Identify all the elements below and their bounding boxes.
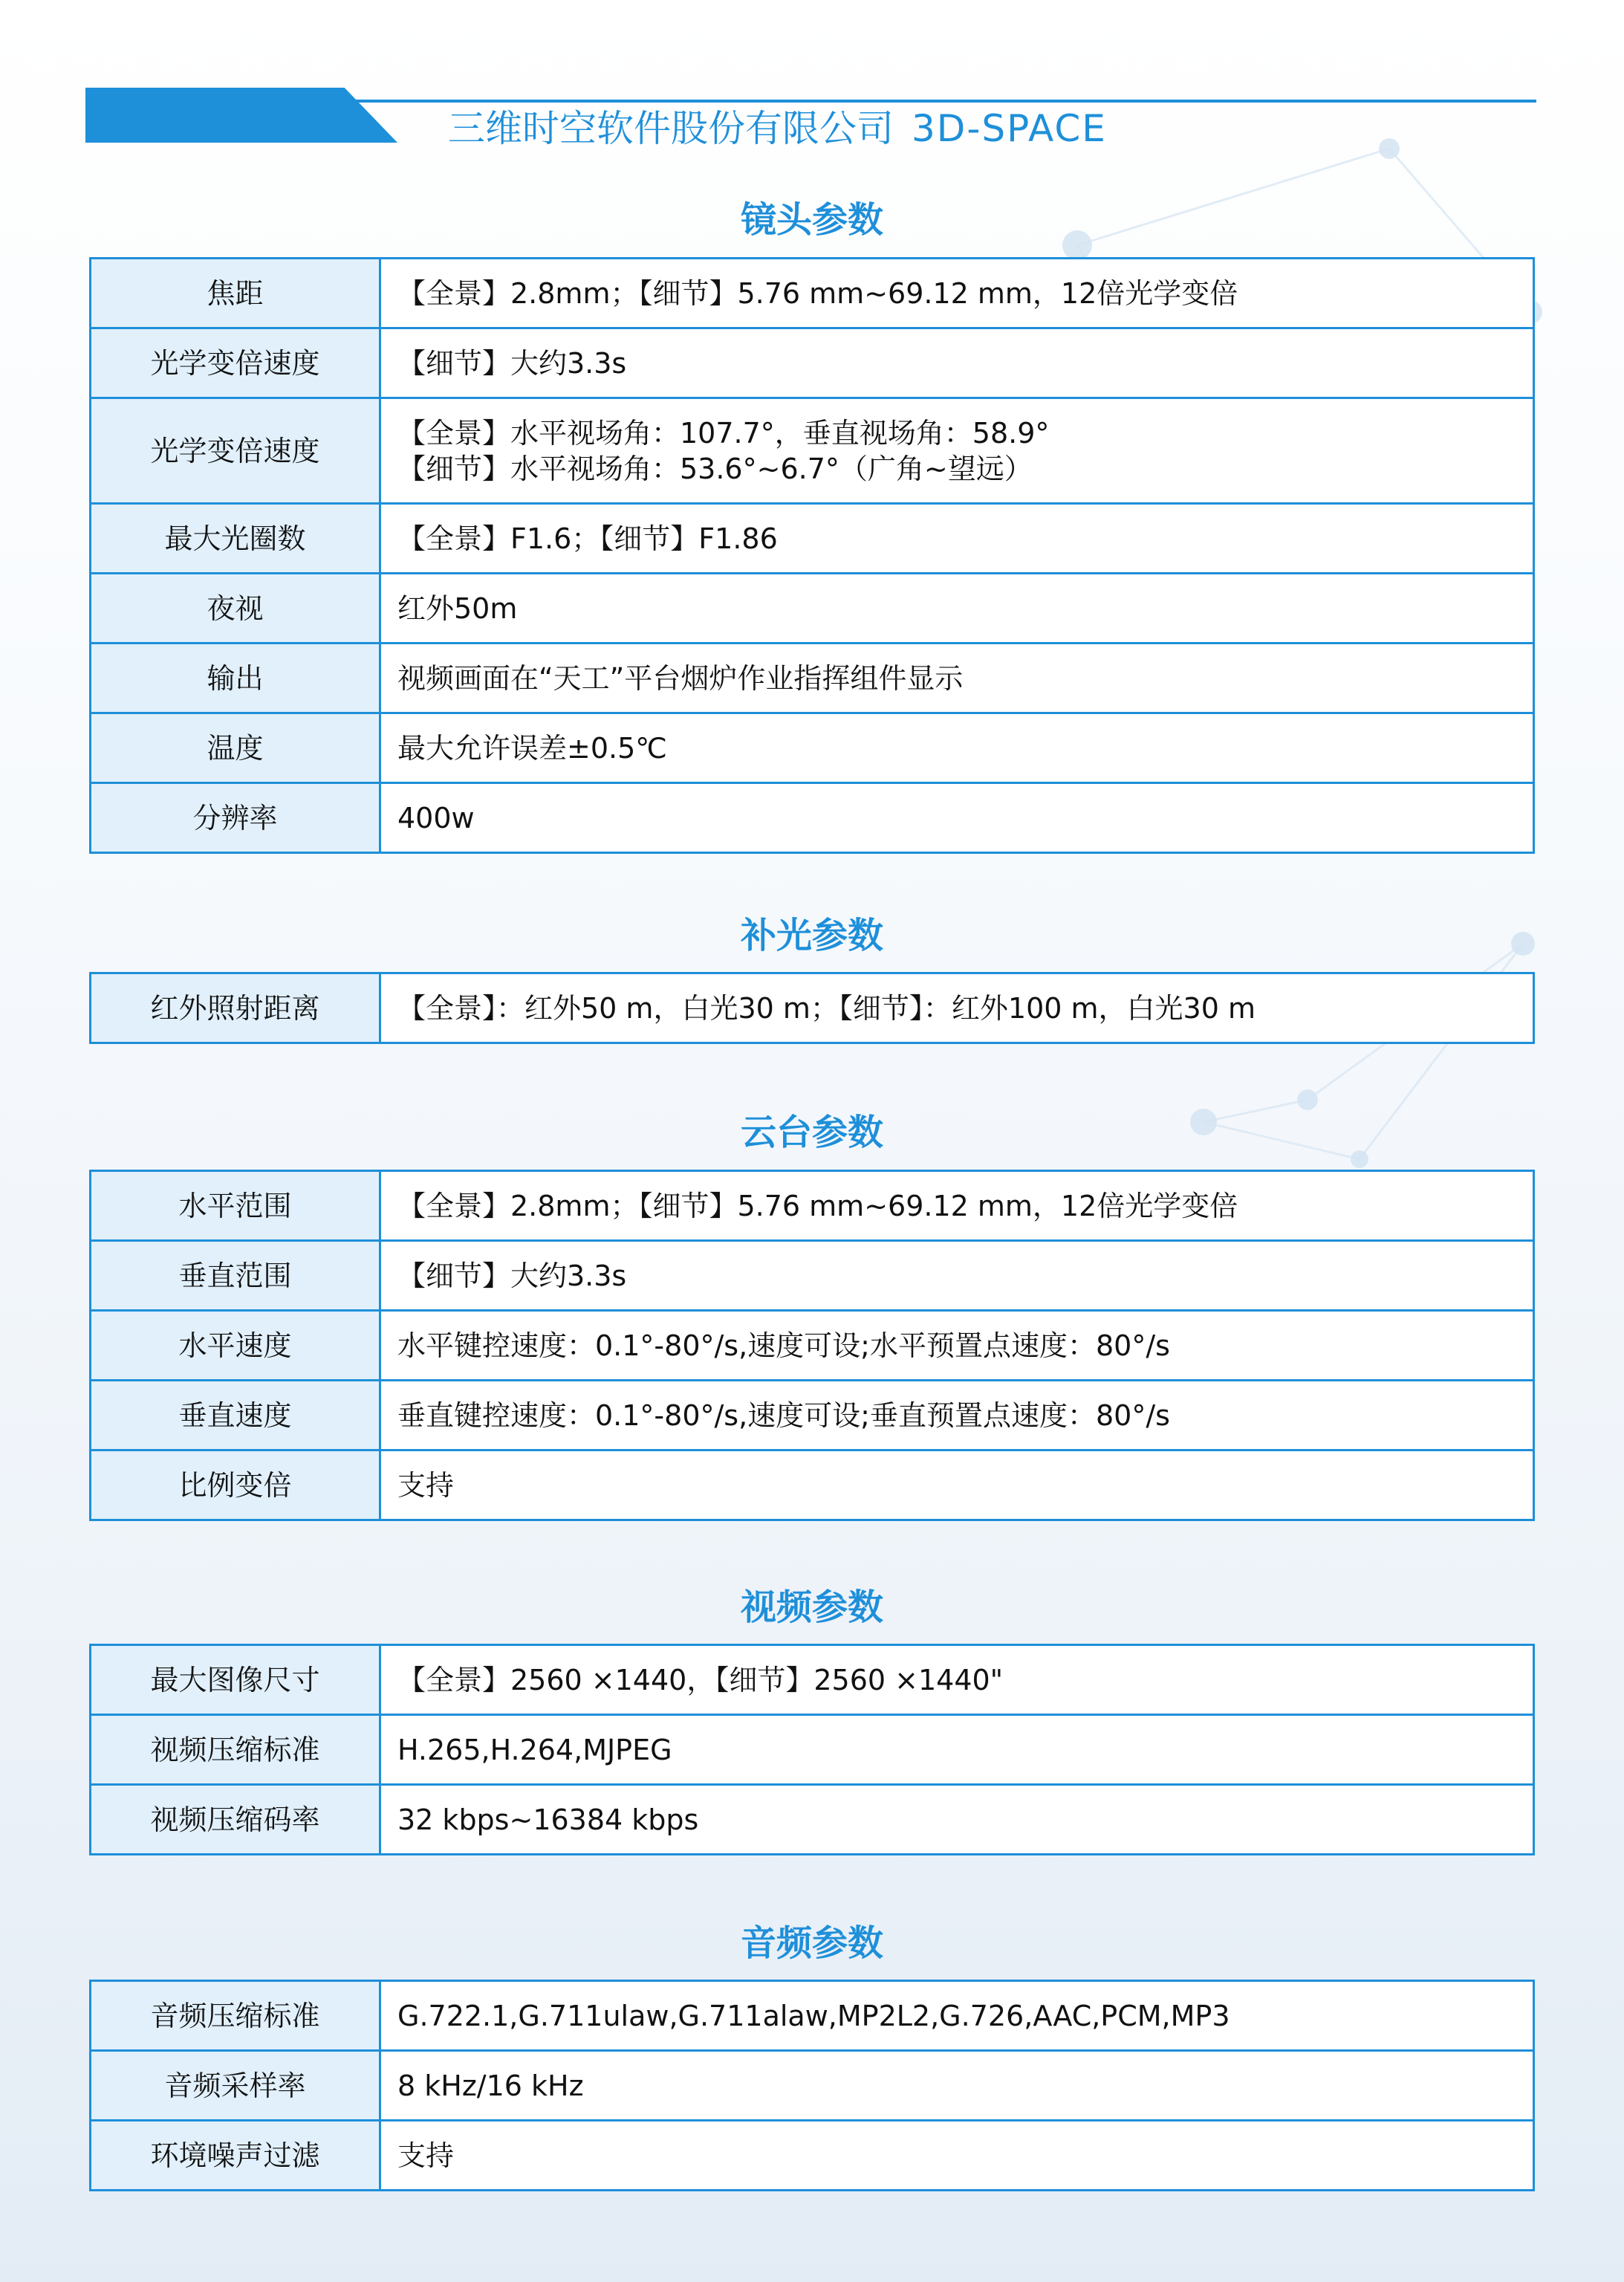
param-value: 【细节】大约3.3s [380, 328, 1534, 398]
lens-params-table [89, 257, 1535, 854]
table-row [91, 713, 1534, 783]
table-row [91, 2121, 1534, 2191]
section-title-ptz: 云台参数 [740, 1112, 883, 1153]
param-value: 支持 [380, 1450, 1534, 1520]
param-label: 环境噪声过滤 [91, 2121, 380, 2191]
param-value: 支持 [380, 2121, 1534, 2191]
page-header [0, 0, 1624, 171]
video-params-table [89, 1644, 1535, 1855]
param-label: 视频压缩标准 [91, 1715, 380, 1785]
param-value: 8 kHz/16 kHz [380, 2051, 1534, 2121]
param-value: 水平键控速度：0.1°-80°/s,速度可设;水平预置点速度：80°/s [380, 1311, 1534, 1381]
header-accent-bar [85, 88, 397, 143]
table-row [91, 1715, 1534, 1785]
table-row [91, 783, 1534, 853]
param-value: 【全景】2.8mm；【细节】5.76 mm~69.12 mm，12倍光学变倍 [380, 1171, 1534, 1241]
param-label: 分辨率 [91, 783, 380, 853]
param-value-line-2: 【细节】水平视场角：53.6°~6.7°（广角~望远） [397, 452, 1033, 485]
param-value: 最大允许误差±0.5℃ [380, 713, 1534, 783]
param-value: 红外50m [380, 574, 1534, 644]
table-row [91, 1381, 1534, 1450]
section-title-audio: 音频参数 [740, 1922, 883, 1964]
param-value: 【全景】2560 ×1440，【细节】2560 ×1440" [380, 1645, 1534, 1715]
table-row [91, 973, 1534, 1043]
table-row [91, 259, 1534, 328]
param-label: 最大图像尺寸 [91, 1645, 380, 1715]
param-label: 比例变倍 [91, 1450, 380, 1520]
param-value: 【全景】：红外50 m，白光30 m；【细节】：红外100 m，白光30 m [380, 973, 1534, 1043]
header-rule [349, 100, 1536, 103]
table-row [91, 574, 1534, 644]
brand-name: 3D-SPACE [912, 107, 1107, 150]
param-value-line-1: 【全景】水平视场角：107.7°，垂直视场角：58.9° [397, 416, 1050, 450]
param-label: 垂直范围 [91, 1241, 380, 1311]
param-label: 焦距 [91, 259, 380, 328]
param-label: 夜视 [91, 574, 380, 644]
audio-params-table [89, 1980, 1535, 2191]
table-row [91, 1450, 1534, 1520]
section-title-fill-light: 补光参数 [740, 915, 883, 956]
param-label: 音频压缩标准 [91, 1981, 380, 2051]
table-row [91, 504, 1534, 574]
param-value: 垂直键控速度：0.1°-80°/s,速度可设;垂直预置点速度：80°/s [380, 1381, 1534, 1450]
param-value: 【细节】大约3.3s [380, 1241, 1534, 1311]
param-label: 输出 [91, 644, 380, 713]
table-row [91, 644, 1534, 713]
param-label: 音频采样率 [91, 2051, 380, 2121]
param-value: G.722.1,G.711ulaw,G.711alaw,MP2L2,G.726,AAC,PCM,MP3 [380, 1981, 1534, 2051]
param-value: 【全景】F1.6；【细节】F1.86 [380, 504, 1534, 574]
param-value: 32 kbps~16384 kbps [380, 1785, 1534, 1855]
section-title-video: 视频参数 [740, 1586, 883, 1628]
param-label: 视频压缩码率 [91, 1785, 380, 1855]
table-row [91, 1645, 1534, 1715]
table-row [91, 1311, 1534, 1381]
table-row [91, 2051, 1534, 2121]
table-row [91, 328, 1534, 398]
param-value: 视频画面在“天工”平台烟炉作业指挥组件显示 [380, 644, 1534, 713]
table-row [91, 1981, 1534, 2051]
table-row [91, 1171, 1534, 1241]
table-row [91, 1785, 1534, 1855]
param-label: 红外照射距离 [91, 973, 380, 1043]
param-label: 水平速度 [91, 1311, 380, 1381]
param-label: 光学变倍速度 [91, 398, 380, 504]
header-title [448, 104, 1107, 153]
param-value: 400w [380, 783, 1534, 853]
ptz-params-table [89, 1170, 1535, 1521]
param-label: 光学变倍速度 [91, 328, 380, 398]
section-title-lens: 镜头参数 [740, 199, 883, 241]
param-value: 【全景】2.8mm；【细节】5.76 mm~69.12 mm，12倍光学变倍 [380, 259, 1534, 328]
param-value [380, 398, 1534, 504]
param-label: 水平范围 [91, 1171, 380, 1241]
param-value: H.265,H.264,MJPEG [380, 1715, 1534, 1785]
table-row [91, 398, 1534, 504]
param-label: 垂直速度 [91, 1381, 380, 1450]
company-name: 三维时空软件股份有限公司 [448, 107, 894, 150]
fill-light-params-table [89, 972, 1535, 1044]
param-label: 最大光圈数 [91, 504, 380, 574]
param-label: 温度 [91, 713, 380, 783]
table-row [91, 1241, 1534, 1311]
